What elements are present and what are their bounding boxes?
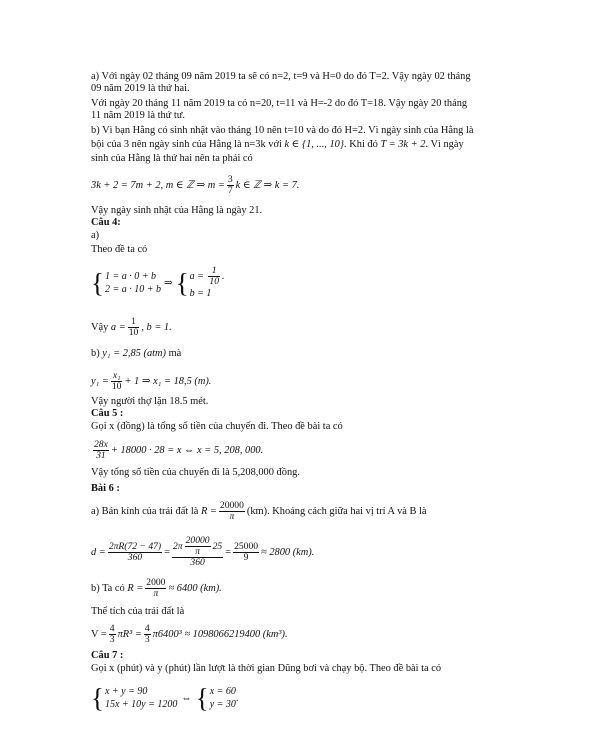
denominator: 7 xyxy=(227,184,233,196)
numerator: 3 xyxy=(227,173,233,185)
numerator: 4 xyxy=(109,622,115,634)
denominator: 10 xyxy=(209,276,219,287)
fraction xyxy=(144,624,151,645)
denominator: 31 xyxy=(96,449,106,461)
text: . Vì ngày xyxy=(425,139,464,150)
math-text: ≈ 6400 (km). xyxy=(168,582,222,594)
equation-system xyxy=(91,261,225,305)
equals: = xyxy=(225,546,232,558)
text: . Khi đó xyxy=(344,139,378,150)
system-left xyxy=(105,270,161,296)
section-heading: Câu 5 : xyxy=(91,408,124,419)
paragraph-line: Gọi x (đồng) là tổng số tiền của chuyến đi. Theo đề bài ta có xyxy=(91,421,343,432)
math-text: . xyxy=(235,692,239,704)
paragraph-line xyxy=(91,574,222,602)
denominator: 360 xyxy=(190,557,205,568)
fraction xyxy=(185,536,211,557)
fraction xyxy=(172,536,223,568)
fraction xyxy=(208,266,220,287)
math-text: k ∈ ℤ ⇒ k = 7. xyxy=(235,180,300,191)
paragraph-line: Vậy người thợ lặn 18.5 mét. xyxy=(91,396,209,407)
paragraph-line: Với ngày 20 tháng 11 năm 2019 ta có n=20, t=11 và H=-2 do đó T=18. Vậy ngày 20 tháng xyxy=(91,98,468,109)
equation xyxy=(91,368,211,394)
equation xyxy=(91,314,172,340)
denominator: 360 xyxy=(127,551,143,563)
math-inline: y₁ = 2,85 (atm) xyxy=(102,348,166,359)
equals: = xyxy=(164,546,170,558)
paragraph-line: a) xyxy=(91,230,100,241)
math-text: 25 xyxy=(212,540,223,552)
paragraph-line: Vậy ngày sinh nhật của Hằng là ngày 21. xyxy=(91,205,263,216)
system-row: 1 = a · 0 + b xyxy=(104,271,156,282)
math-text: . xyxy=(222,270,225,282)
fraction xyxy=(219,501,245,522)
equation xyxy=(91,532,314,572)
denominator: π xyxy=(153,587,159,599)
system-row: 2 = a · 10 + b xyxy=(104,284,161,295)
fraction xyxy=(108,542,162,563)
math-text: + 1 ⇒ x₁ = 18,5 (m). xyxy=(124,376,212,387)
left-brace: { xyxy=(195,682,209,713)
paragraph-line xyxy=(91,139,531,151)
math-text: 3k + 2 = 7m + 2, m ∈ ℤ ⇒ m = xyxy=(91,180,225,191)
math-text: ≈ 2800 (km). xyxy=(261,546,315,558)
left-brace: { xyxy=(91,682,104,713)
equivalent-arrow: ⇔ xyxy=(181,692,192,704)
system-row: x + y = 90 xyxy=(104,686,148,697)
fraction xyxy=(233,542,259,563)
left-brace: { xyxy=(91,267,104,298)
left-brace: { xyxy=(175,267,189,298)
denominator: 9 xyxy=(243,551,249,563)
numerator: 2πR(72 − 47) xyxy=(108,540,162,552)
numerator: x₁ xyxy=(112,369,121,381)
equation xyxy=(91,620,288,648)
section-heading: Câu 7 : xyxy=(91,650,124,661)
text: bội của 3 nên ngày sinh của Hằng là n=3k với xyxy=(91,139,282,150)
math-text: πR³ = xyxy=(117,628,142,640)
text: b) xyxy=(91,348,100,359)
system-row: y = 30 xyxy=(209,699,236,710)
math-text: π6400³ ≈ 1098066219400 (km³). xyxy=(152,628,288,640)
numerator xyxy=(172,536,223,558)
text: a) Bán kính của trái đất là xyxy=(91,505,199,517)
denominator: 10 xyxy=(128,326,139,338)
paragraph-line: Vậy tổng số tiền của chuyến đi là 5,208,000 đồng. xyxy=(91,467,300,478)
math-text: y₁ = xyxy=(91,375,109,387)
system-row: b = 1 xyxy=(189,288,212,299)
numerator: 1 xyxy=(128,317,140,328)
text: b) Ta có xyxy=(91,582,125,594)
fraction xyxy=(109,624,116,645)
numerator: 20000 xyxy=(185,535,210,546)
section-heading: Bài 6 : xyxy=(91,483,120,494)
math-text: , b = 1. xyxy=(141,321,172,333)
paragraph-line: Gọi x (phút) và y (phút) lần lượt là thời gian Dũng bơi và chạy bộ. Theo đề bài ta có xyxy=(91,663,442,674)
math-inline: k ∈ {1, ..., 10} xyxy=(284,139,345,150)
denominator: 3 xyxy=(144,633,150,645)
numerator: 25000 xyxy=(234,540,259,552)
paragraph-line: Theo đề ta có xyxy=(91,244,148,255)
text: Vậy xyxy=(91,321,109,333)
paragraph-line: b) Vì bạn Hằng có sinh nhật vào tháng 10 nên t=10 và do đó H=2. Vì ngày sinh của Hằng là xyxy=(91,125,474,136)
numerator: 4 xyxy=(144,622,150,634)
fraction xyxy=(111,371,123,392)
text: mà xyxy=(168,348,182,359)
denominator: π xyxy=(229,510,235,522)
paragraph-line xyxy=(91,348,531,360)
math-text: a = xyxy=(189,270,204,282)
paragraph-line: 11 năm 2019 là thứ tư. xyxy=(91,110,185,121)
system-row xyxy=(190,266,225,287)
numerator: 1 xyxy=(208,266,220,277)
math-text: + 18000 · 28 = x ⇔ x = 5, 208, 000. xyxy=(110,444,264,456)
math-text: 2π xyxy=(173,540,183,552)
paragraph-line: 09 năm 2019 là thứ hai. xyxy=(91,83,190,94)
system-row: 15x + 10y = 1200 xyxy=(104,699,178,710)
math-text: d = xyxy=(91,546,106,558)
section-heading: Câu 4: xyxy=(91,217,121,228)
denominator: π xyxy=(195,546,200,557)
math-text: R = xyxy=(200,505,217,517)
fraction xyxy=(145,578,166,599)
implies-arrow: ⇒ xyxy=(163,278,173,289)
equation xyxy=(91,436,263,464)
numerator: 20000 xyxy=(219,499,244,511)
math-inline: T = 3k + 2 xyxy=(380,139,426,150)
numerator: 28x xyxy=(94,438,108,450)
paragraph-line: Thể tích của trái đất là xyxy=(91,606,185,617)
denominator: 3 xyxy=(109,633,115,645)
paragraph-line: sinh của Hằng là thứ hai nên ta phải có xyxy=(91,153,253,164)
system-right xyxy=(190,266,225,300)
denominator: 10 xyxy=(111,380,122,392)
math-text: a = xyxy=(110,321,126,333)
fraction xyxy=(227,175,234,196)
fraction xyxy=(128,317,140,338)
numerator: 2000 xyxy=(146,576,166,588)
equation xyxy=(91,169,299,201)
fraction xyxy=(93,440,109,461)
system-right xyxy=(210,685,236,711)
paragraph-line xyxy=(91,497,427,525)
text: (km). Khoảng cách giữa hai vị trí A và B là xyxy=(246,505,427,517)
system-row: x = 60 xyxy=(209,686,236,697)
equation-system xyxy=(91,677,239,719)
system-left xyxy=(105,685,177,711)
math-text: R = xyxy=(127,582,144,594)
math-text: V = xyxy=(91,628,107,640)
paragraph-line: a) Với ngày 02 tháng 09 năm 2019 ta sẽ có n=2, t=9 và H=0 do đó T=2. Vậy ngày 02 tháng xyxy=(91,71,471,82)
